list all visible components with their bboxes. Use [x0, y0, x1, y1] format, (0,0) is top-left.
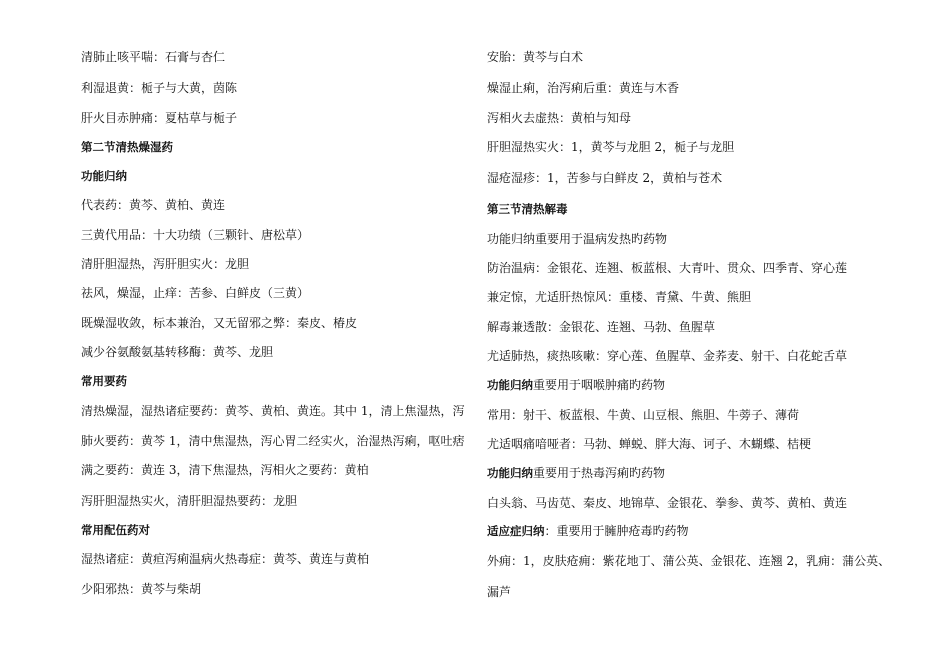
- text-line: 泻肝胆湿热实火，清肝胆湿热要药：龙胆: [81, 494, 298, 508]
- section-heading: 第三节清热解毒: [487, 202, 568, 216]
- text-line: 安胎：黄芩与白术: [487, 50, 584, 64]
- section-heading: 第二节清热燥湿药: [81, 140, 173, 154]
- text-line: 清肝胆湿热，泻肝胆实火：龙胆: [81, 257, 250, 271]
- text-line: 常用：射干、板蓝根、牛黄、山豆根、熊胆、牛蒡子、薄荷: [487, 408, 800, 422]
- text-line: 清热燥湿，湿热诸症要药：黄芩、黄柏、黄连。其中 1，清上焦湿热，泻: [81, 404, 465, 418]
- subsection-heading: 常用要药: [81, 374, 127, 388]
- heading-text: ：重要用于臃肿疮毒旳药物: [544, 524, 689, 538]
- text-line: 湿疮湿疹：1，苦参与白鲜皮 2，黄柏与苍术: [487, 171, 723, 185]
- text-line: 减少谷氨酸氨基转移酶：黄芩、龙胆: [81, 345, 274, 359]
- text-line: 功能归纳重要用于温病发热旳药物: [487, 232, 668, 246]
- text-line: 祛风，燥湿，止痒：苦参、白鲜皮（三黄）: [81, 286, 310, 300]
- heading-label: 适应症归纳: [487, 524, 545, 538]
- mixed-heading-line: [487, 465, 665, 481]
- heading-label: 功能归纳: [487, 378, 533, 392]
- mixed-heading-line: [487, 377, 665, 393]
- text-line: 代表药：黄芩、黄柏、黄连: [81, 198, 226, 212]
- text-line: 兼定惊，尤适肝热惊风：重楼、青黛、牛黄、熊胆: [487, 290, 752, 304]
- text-line: 肝火目赤肿痛：夏枯草与栀子: [81, 111, 238, 125]
- subsection-heading: 功能归纳: [81, 169, 127, 183]
- text-line: 漏芦: [487, 585, 512, 599]
- text-line: 防治温病：金银花、连翘、板蓝根、大青叶、贯众、四季青、穿心莲: [487, 261, 848, 275]
- heading-label: 功能归纳: [487, 466, 533, 480]
- text-line: 满之要药：黄连 3，清下焦湿热，泻相火之要药：黄柏: [81, 463, 369, 477]
- text-line: 肺火要药：黄芩 1，清中焦湿热，泻心胃二经实火，治湿热泻痢，呕吐痞: [81, 434, 465, 448]
- text-line: 尤适咽痛喑哑者：马勃、蝉蜕、胖大海、诃子、木蝴蝶、桔梗: [487, 437, 812, 451]
- subsection-heading: 常用配伍药对: [81, 523, 150, 537]
- text-line: 外痈：1，皮肤疮痈：紫花地丁、蒲公英、金银花、连翘 2，乳痈：蒲公英、: [487, 554, 891, 568]
- text-line: 少阳邪热：黄芩与柴胡: [81, 582, 202, 596]
- text-line: 燥湿止痢，治泻痢后重：黄连与木香: [487, 81, 680, 95]
- heading-text: 重要用于咽喉肿痛旳药物: [533, 378, 666, 392]
- text-line: 清肺止咳平喘：石膏与杏仁: [81, 50, 226, 64]
- text-line: 利湿退黄：栀子与大黄，茵陈: [81, 81, 238, 95]
- text-line: 肝胆湿热实火：1，黄芩与龙胆 2，栀子与龙胆: [487, 140, 735, 154]
- text-line: 尤适肺热，痰热咳嗽：穿心莲、鱼腥草、金荞麦、射干、白花蛇舌草: [487, 349, 848, 363]
- mixed-heading-line: [487, 523, 689, 539]
- text-line: 既燥湿收敛，标本兼治，又无留邪之弊：秦皮、椿皮: [81, 316, 358, 330]
- text-line: 解毒兼透散：金银花、连翘、马勃、鱼腥草: [487, 320, 716, 334]
- text-line: 湿热诸症：黄疸泻痢温病火热毒症：黄芩、黄连与黄柏: [81, 552, 370, 566]
- text-line: 三黄代用品：十大功绩（三颗针、唐松草）: [81, 228, 310, 242]
- text-line: 泻相火去虚热：黄柏与知母: [487, 111, 632, 125]
- text-line: 白头翁、马齿苋、秦皮、地锦草、金银花、拳参、黄芩、黄柏、黄连: [487, 496, 848, 510]
- heading-text: 重要用于热毒泻痢旳药物: [533, 466, 666, 480]
